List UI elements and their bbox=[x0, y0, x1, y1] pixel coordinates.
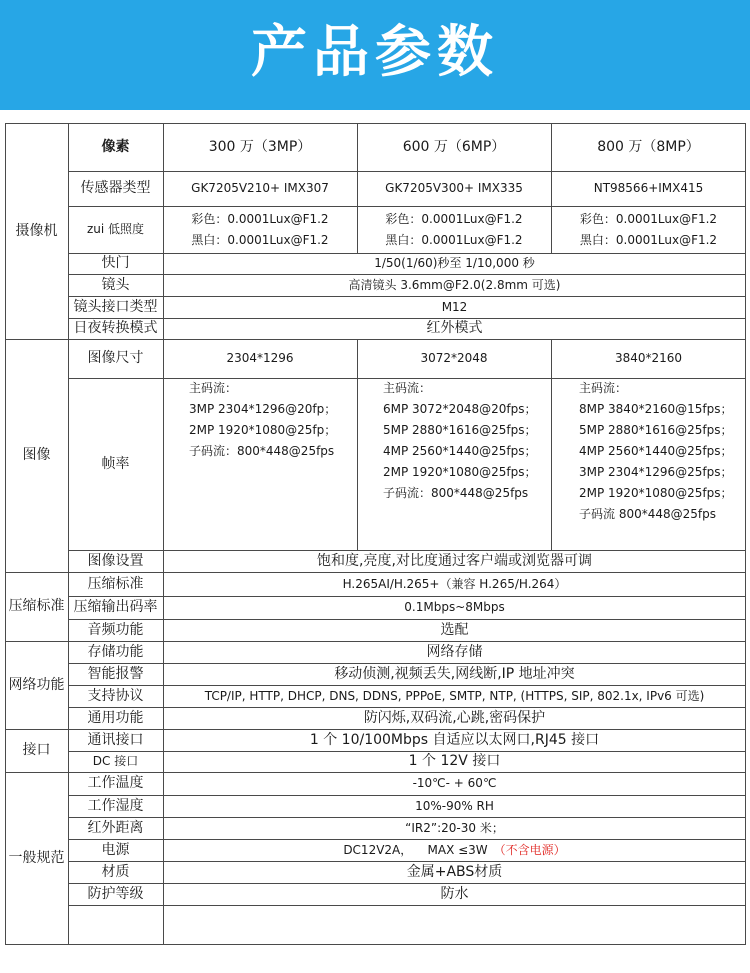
row-label: 通用功能 bbox=[87, 709, 144, 726]
framerate-6mp bbox=[357, 378, 551, 550]
framerate-line: 主码流： bbox=[189, 381, 238, 395]
row-label: 存储功能 bbox=[87, 643, 144, 660]
title-banner bbox=[0, 0, 750, 110]
group-interface: 接口 bbox=[22, 742, 51, 758]
dc-value: 1 个 12V 接口 bbox=[408, 753, 501, 769]
sensor-value: NT98566+IMX415 bbox=[593, 181, 704, 195]
group-camera: 摄像机 bbox=[15, 222, 58, 239]
power-note: （不含电源） bbox=[493, 842, 566, 857]
grid-line bbox=[68, 905, 746, 906]
framerate-line: 子码流：800*448@25fps bbox=[383, 486, 529, 500]
lowlight-value bbox=[551, 206, 746, 253]
framerate-line: 5MP 2880*1616@25fps； bbox=[383, 423, 537, 437]
lowlight-bw: 黑白：0.0001Lux@F1.2 bbox=[579, 232, 718, 247]
framerate-3mp bbox=[163, 378, 357, 550]
framerate-line: 3MP 2304*1296@25fps； bbox=[579, 465, 733, 479]
row-label: 通讯接口 bbox=[87, 731, 144, 748]
shutter-value: 1/50(1/60)秒至 1/10,000 秒 bbox=[374, 256, 535, 270]
model-6mp: 600 万（6MP） bbox=[402, 138, 506, 155]
row-label: 红外距离 bbox=[87, 819, 144, 836]
framerate-line: 8MP 3840*2160@15fps； bbox=[579, 402, 733, 416]
row-label: 支持协议 bbox=[87, 687, 144, 704]
row-label: 日夜转换模式 bbox=[73, 320, 158, 336]
row-label: DC 接口 bbox=[92, 754, 139, 768]
protection-value: 防水 bbox=[440, 885, 469, 902]
general-function-value: 防闪烁,双码流,心跳,密码保护 bbox=[363, 709, 546, 726]
power-value bbox=[163, 839, 746, 861]
lens-value: 高清镜头 3.6mm@F2.0(2.8mm 可选) bbox=[348, 277, 561, 292]
sensor-value: GK7205V300+ IMX335 bbox=[385, 181, 523, 195]
model-3mp: 300 万（3MP） bbox=[208, 138, 312, 155]
group-compression: 压缩标准 bbox=[8, 598, 65, 614]
framerate-line: 子码流：800*448@25fps bbox=[189, 444, 335, 458]
group-network: 网络功能 bbox=[8, 676, 65, 693]
framerate-line: 2MP 1920*1080@25fp； bbox=[189, 423, 337, 437]
row-label: zui 低照度 bbox=[86, 222, 145, 236]
page-title: 产品参数 bbox=[251, 20, 499, 85]
group-general: 一般规范 bbox=[8, 850, 65, 866]
row-label: 压缩标准 bbox=[87, 575, 144, 592]
mount-value: M12 bbox=[441, 299, 468, 314]
row-label: 快门 bbox=[101, 255, 130, 271]
lowlight-bw: 黑白：0.0001Lux@F1.2 bbox=[191, 232, 329, 247]
humidity-value: 10%-90% RH bbox=[415, 798, 494, 813]
framerate-line: 子码流 800*448@25fps bbox=[579, 507, 716, 521]
alarm-value: 移动侦测,视频丢失,网线断,IP 地址冲突 bbox=[334, 665, 575, 682]
lowlight-color: 彩色：0.0001Lux@F1.2 bbox=[385, 211, 523, 226]
grid-line bbox=[5, 944, 746, 945]
size-value: 3072*2048 bbox=[420, 351, 488, 365]
framerate-line: 3MP 2304*1296@20fp； bbox=[189, 402, 337, 416]
lowlight-color: 彩色：0.0001Lux@F1.2 bbox=[191, 211, 329, 226]
lowlight-bw: 黑白：0.0001Lux@F1.2 bbox=[385, 232, 523, 247]
framerate-8mp bbox=[551, 378, 746, 550]
audio-value: 选配 bbox=[440, 621, 469, 638]
framerate-line: 2MP 1920*1080@25fps； bbox=[579, 486, 733, 500]
model-8mp: 800 万（8MP） bbox=[597, 138, 700, 155]
row-label: 图像尺寸 bbox=[87, 350, 144, 366]
size-value: 3840*2160 bbox=[614, 351, 683, 365]
row-label: 传感器类型 bbox=[80, 180, 151, 196]
bitrate-value: 0.1Mbps~8Mbps bbox=[404, 600, 505, 614]
row-label: 压缩输出码率 bbox=[73, 599, 158, 615]
ir-value: “IR2”:20-30 米； bbox=[405, 820, 504, 835]
framerate-line: 2MP 1920*1080@25fps； bbox=[383, 465, 537, 479]
daynight-value: 红外模式 bbox=[426, 320, 483, 336]
group-image: 图像 bbox=[22, 447, 51, 463]
settings-value: 饱和度,亮度,对比度通过客户端或浏览器可调 bbox=[317, 552, 592, 569]
sensor-value: GK7205V210+ IMX307 bbox=[191, 181, 329, 195]
row-label: 工作温度 bbox=[87, 775, 144, 791]
framerate-line: 主码流： bbox=[579, 381, 628, 395]
lowlight-value bbox=[357, 206, 551, 253]
framerate-line: 4MP 2560*1440@25fps； bbox=[579, 444, 733, 458]
power-spec: DC12V2A， MAX ≤3W bbox=[343, 842, 488, 857]
row-label: 电源 bbox=[101, 841, 130, 858]
row-label: 材质 bbox=[101, 863, 130, 880]
storage-value: 网络存储 bbox=[426, 643, 483, 660]
row-label: 工作湿度 bbox=[87, 797, 144, 814]
lowlight-color: 彩色：0.0001Lux@F1.2 bbox=[579, 211, 718, 226]
spec-table bbox=[5, 123, 746, 945]
row-label: 音频功能 bbox=[87, 621, 144, 638]
comm-value: 1 个 10/100Mbps 自适应以太网口,RJ45 接口 bbox=[309, 731, 600, 748]
lowlight-value bbox=[163, 206, 357, 253]
material-value: 金属+ABS材质 bbox=[406, 863, 503, 880]
row-label: 智能报警 bbox=[87, 665, 144, 682]
framerate-line: 6MP 3072*2048@20fps； bbox=[383, 402, 537, 416]
row-label: 防护等级 bbox=[87, 885, 144, 902]
framerate-line: 4MP 2560*1440@25fps； bbox=[383, 444, 537, 458]
standard-value: H.265AI/H.265+（兼容 H.265/H.264） bbox=[342, 576, 567, 591]
row-label: 帧率 bbox=[101, 455, 130, 472]
row-label: 图像设置 bbox=[87, 552, 144, 569]
pixel-label: 像素 bbox=[101, 138, 130, 155]
row-label: 镜头 bbox=[101, 276, 130, 293]
protocol-value: TCP/IP, HTTP, DHCP, DNS, DDNS, PPPoE, SMTP, NTP, (HTTPS, SIP, 802.1x, IPv6 可选) bbox=[204, 688, 705, 703]
size-value: 2304*1296 bbox=[226, 351, 294, 365]
framerate-line: 5MP 2880*1616@25fps； bbox=[579, 423, 733, 437]
framerate-line: 主码流： bbox=[383, 381, 432, 395]
temp-value: -10℃- + 60℃ bbox=[412, 776, 497, 790]
row-label: 镜头接口类型 bbox=[73, 298, 158, 315]
